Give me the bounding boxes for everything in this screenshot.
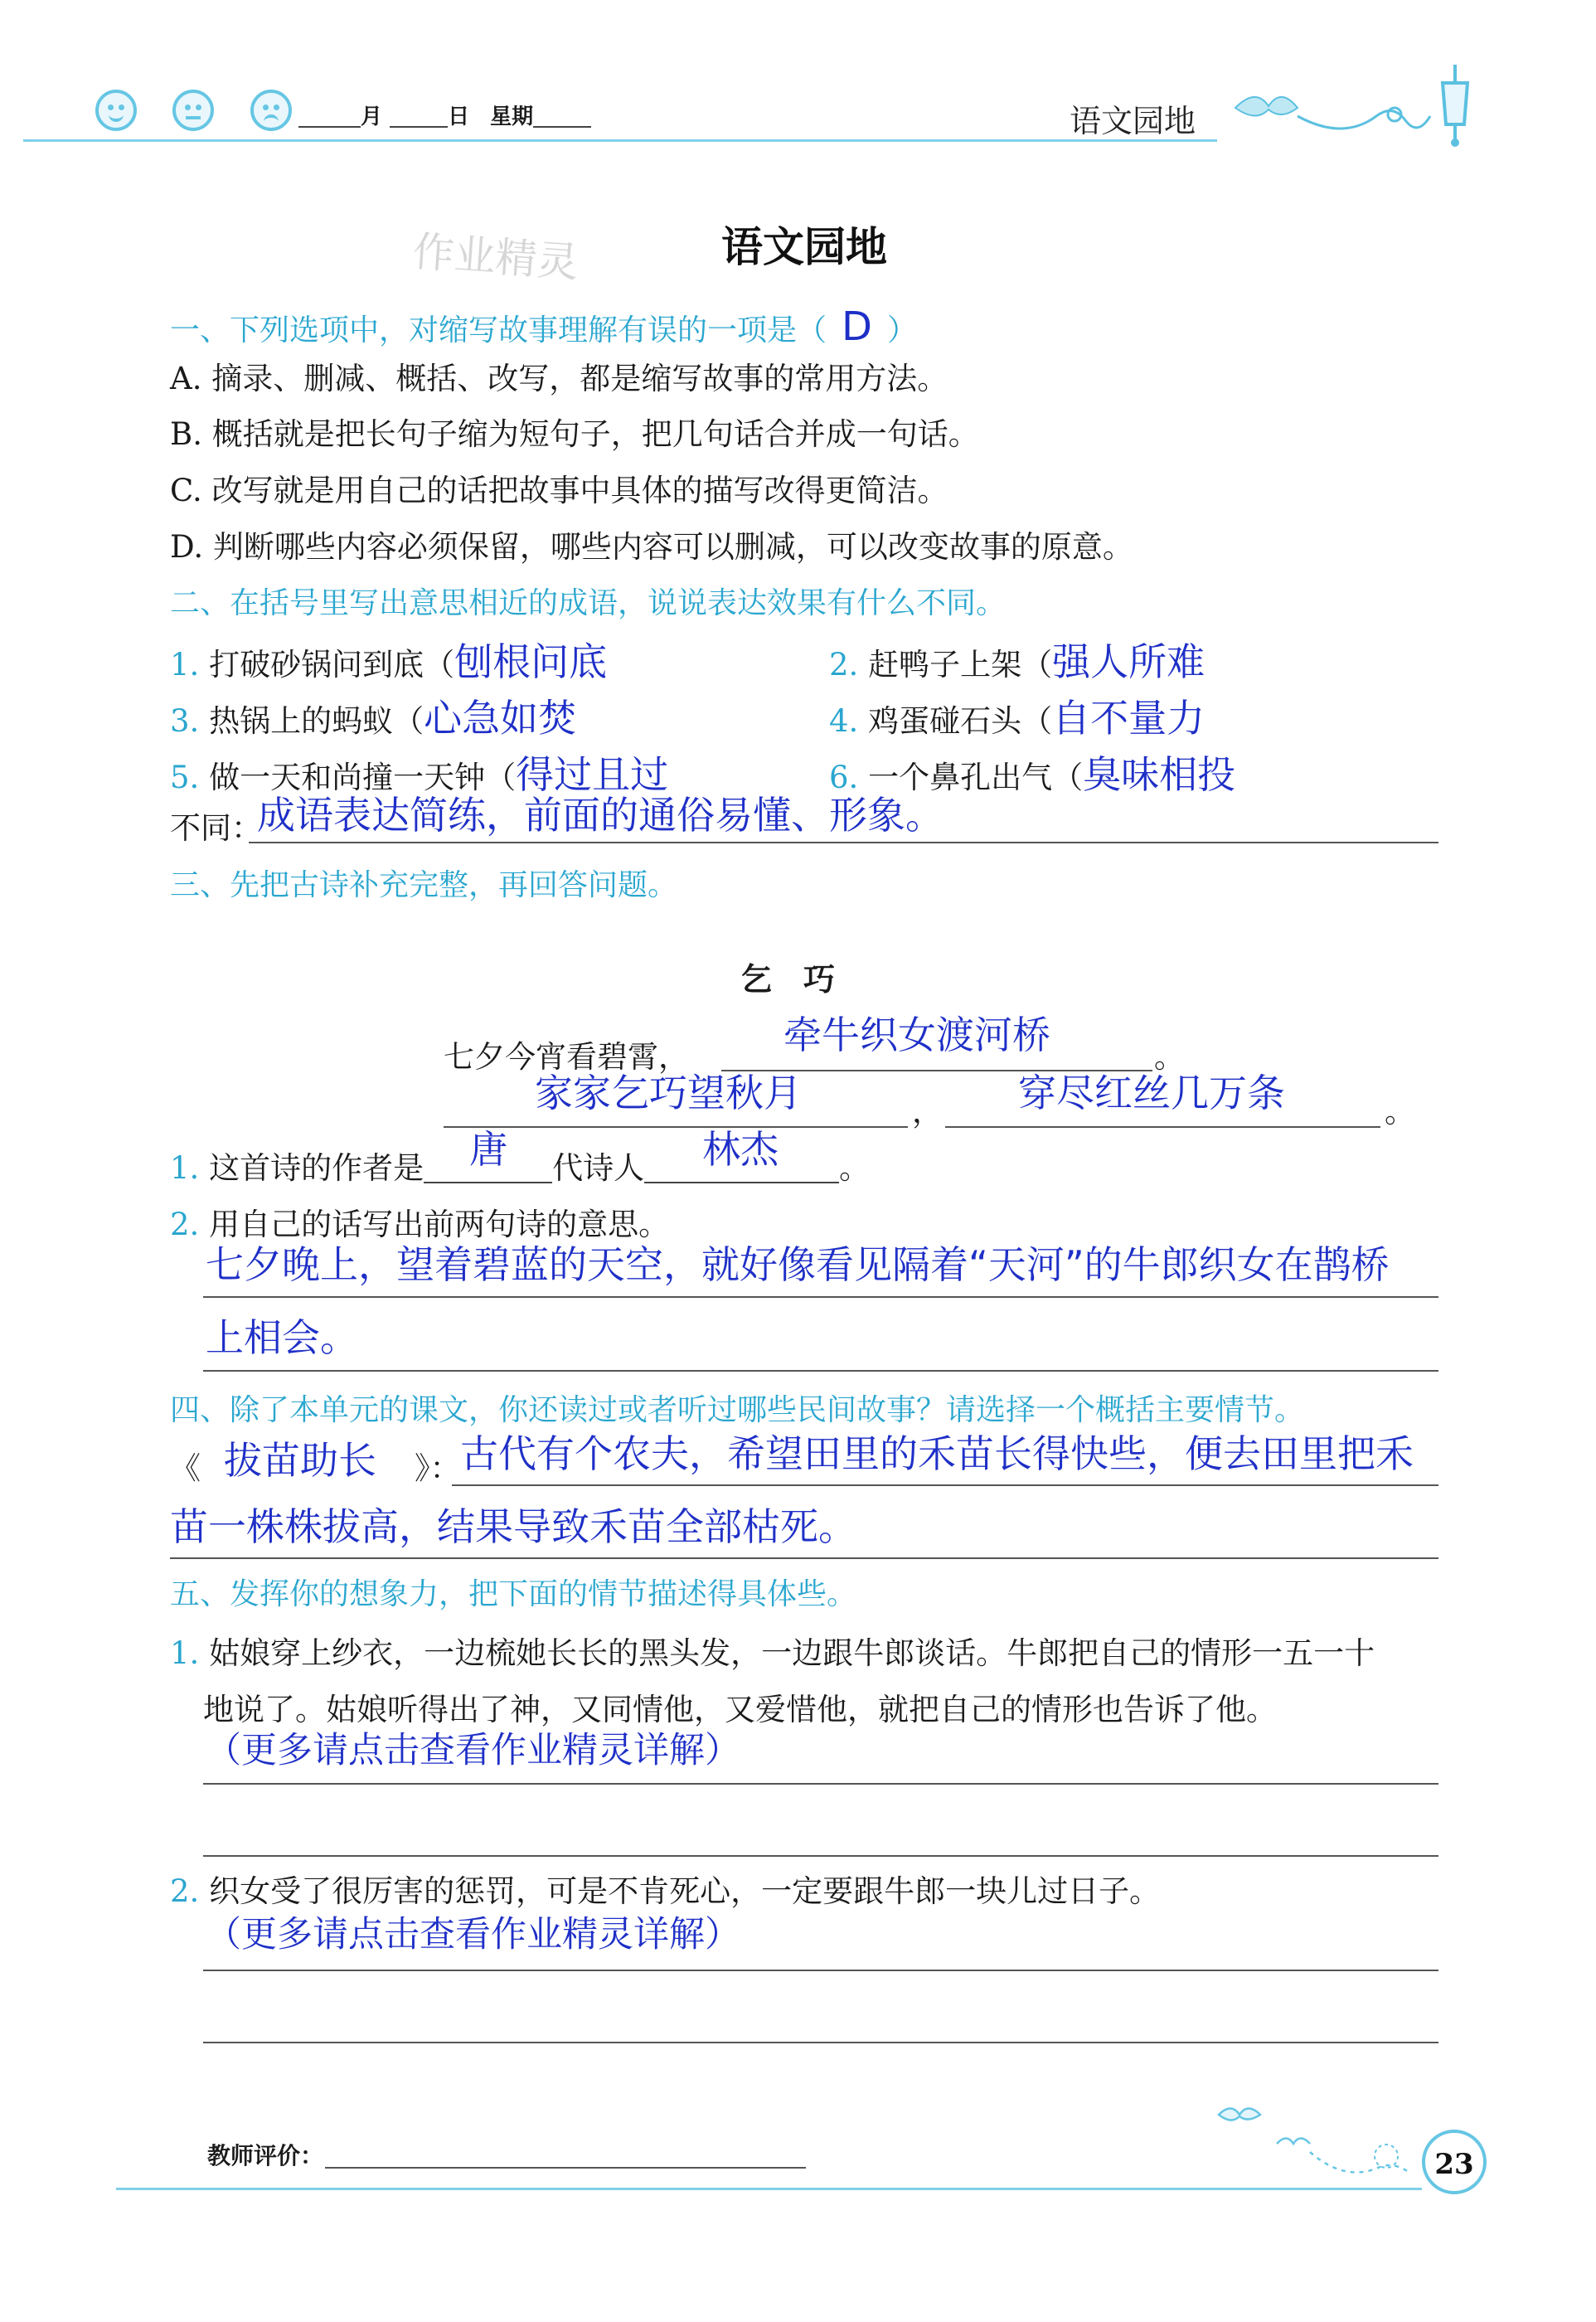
poem-line-3-end: 。 xyxy=(1385,1094,1415,1129)
poem-title: 乞 巧 xyxy=(740,961,836,998)
answer-line xyxy=(170,1557,1438,1559)
poem-line-2-answer: 家家乞巧望秋月 xyxy=(535,1071,802,1115)
q5-item1-answer: （更多请点击查看作业精灵详解） xyxy=(206,1730,740,1771)
q1-answer: D xyxy=(842,304,872,350)
q3-sub2: 2. 用自己的话写出前两句诗的意思。 xyxy=(170,1207,670,1242)
q2-item-6: 6. 一个鼻孔出气（臭味相投 xyxy=(829,752,1236,797)
q5-item1-line2: 地说了。姑娘听得出了神，又同情他，又爱惜他，就把自己的情形也告诉了他。 xyxy=(203,1692,1277,1727)
q1-option-d: D. 判断哪些内容必须保留，哪些内容可以删减，可以改变故事的原意。 xyxy=(170,529,1133,565)
teacher-evaluation-line xyxy=(325,2167,806,2169)
butterfly-lamp-decoration-icon xyxy=(1219,58,1484,149)
q3-sub2-answer-2: 上相会。 xyxy=(206,1315,358,1360)
teacher-evaluation-label: 教师评价： xyxy=(207,2142,324,2169)
answer-line xyxy=(249,842,1438,843)
footer-rule xyxy=(116,2188,1422,2190)
q5-item1-line1: 1. 姑娘穿上纱衣，一边梳她长长的黑头发，一边跟牛郎谈话。牛郎把自己的情形一五一十 xyxy=(170,1635,1375,1671)
answer-line xyxy=(203,1296,1438,1298)
q3-sub1: 1. 这首诗的作者是 唐 代诗人 林杰 。 xyxy=(170,1127,871,1186)
q1-prompt: 一、下列选项中，对缩写故事理解有误的一项是（ D ） xyxy=(170,304,917,350)
q4-book-title: 拔苗助长 xyxy=(224,1438,376,1483)
q1-option-b: B. 概括就是把长句子缩为短句子，把几句话合并成一句话。 xyxy=(170,416,979,452)
smile-face-icon xyxy=(95,90,137,131)
q2-item-4: 4. 鸡蛋碰石头（自不量力 xyxy=(829,696,1205,741)
q2-item-2: 2. 赶鸭子上架（强人所难 xyxy=(829,639,1205,684)
page-number: 23 xyxy=(1434,2148,1474,2181)
q5-item2-answer: （更多请点击查看作业精灵详解） xyxy=(206,1914,740,1955)
q5-prompt: 五、发挥你的想象力，把下面的情节描述得具体些。 xyxy=(170,1577,857,1611)
q2-diff-answer: 成语表达简练，前面的通俗易懂、形象。 xyxy=(257,793,944,838)
q1-option-a: A. 摘录、删减、概括、改写，都是缩写故事的常用方法。 xyxy=(170,361,948,396)
answer-line xyxy=(203,1970,1438,1971)
neutral-face-icon xyxy=(172,90,214,131)
q3-sub2-answer-1: 七夕晚上，望着碧蓝的天空，就好像看见隔着“天河”的牛郎织女在鹊桥 xyxy=(206,1242,1390,1287)
answer-line xyxy=(203,1370,1438,1372)
poem-line-1-end: 。 xyxy=(1154,1039,1185,1075)
date-line: 月 日 星期 xyxy=(298,106,591,128)
poem-line-1-answer: 牵牛织女渡河桥 xyxy=(783,1013,1050,1057)
poem-blank-2 xyxy=(444,1126,908,1128)
q4-prompt: 四、除了本单元的课文，你还读过或者听过哪些民间故事？请选择一个概括主要情节。 xyxy=(170,1393,1305,1427)
q4-book-close: 》： xyxy=(415,1450,461,1486)
q1-option-c: C. 改写就是用自己的话把故事中具体的描写改得更简洁。 xyxy=(170,473,948,508)
q2-item-5: 5. 做一天和尚撞一天钟（得过且过 xyxy=(170,752,669,797)
page-number-badge xyxy=(1422,2130,1487,2194)
answer-line xyxy=(203,2042,1438,2043)
q2-item-1: 1. 打破砂锅问到底（刨根问底 xyxy=(170,639,608,684)
answer-line xyxy=(452,1484,1438,1486)
poem-blank-3 xyxy=(945,1126,1380,1128)
q2-prompt: 二、在括号里写出意思相近的成语，说说表达效果有什么不同。 xyxy=(170,586,1007,620)
page-title: 语文园地 xyxy=(721,223,887,271)
poem-line-2-sep: ， xyxy=(912,1094,943,1129)
header-rule xyxy=(23,139,1217,142)
sad-face-icon xyxy=(250,90,292,131)
answer-line xyxy=(203,1855,1438,1857)
q2-diff-label: 不同： xyxy=(170,810,262,846)
answer-line xyxy=(203,1783,1438,1785)
header-section-title: 语文园地 xyxy=(1070,103,1196,139)
birds-decoration-icon xyxy=(1210,2090,1426,2198)
q3-prompt: 三、先把古诗补充完整，再回答问题。 xyxy=(170,868,678,902)
poem-line-1-given: 七夕今宵看碧霄， xyxy=(444,1039,689,1075)
q4-answer-1: 古代有个农夫，希望田里的禾苗长得快些，便去田里把禾 xyxy=(460,1431,1414,1476)
watermark-logo: 作业精灵 xyxy=(410,227,580,287)
q4-answer-2: 苗一株株拔高，结果导致禾苗全部枯死。 xyxy=(170,1504,856,1549)
poem-line-3-answer: 穿尽红丝几万条 xyxy=(1018,1071,1285,1115)
q5-item2: 2. 织女受了很厉害的惩罚，可是不肯死心，一定要跟牛郎一块儿过日子。 xyxy=(170,1873,1161,1909)
q4-book-open: 《 xyxy=(170,1450,201,1486)
q2-item-3: 3. 热锅上的蚂蚁（心急如焚 xyxy=(170,696,577,741)
